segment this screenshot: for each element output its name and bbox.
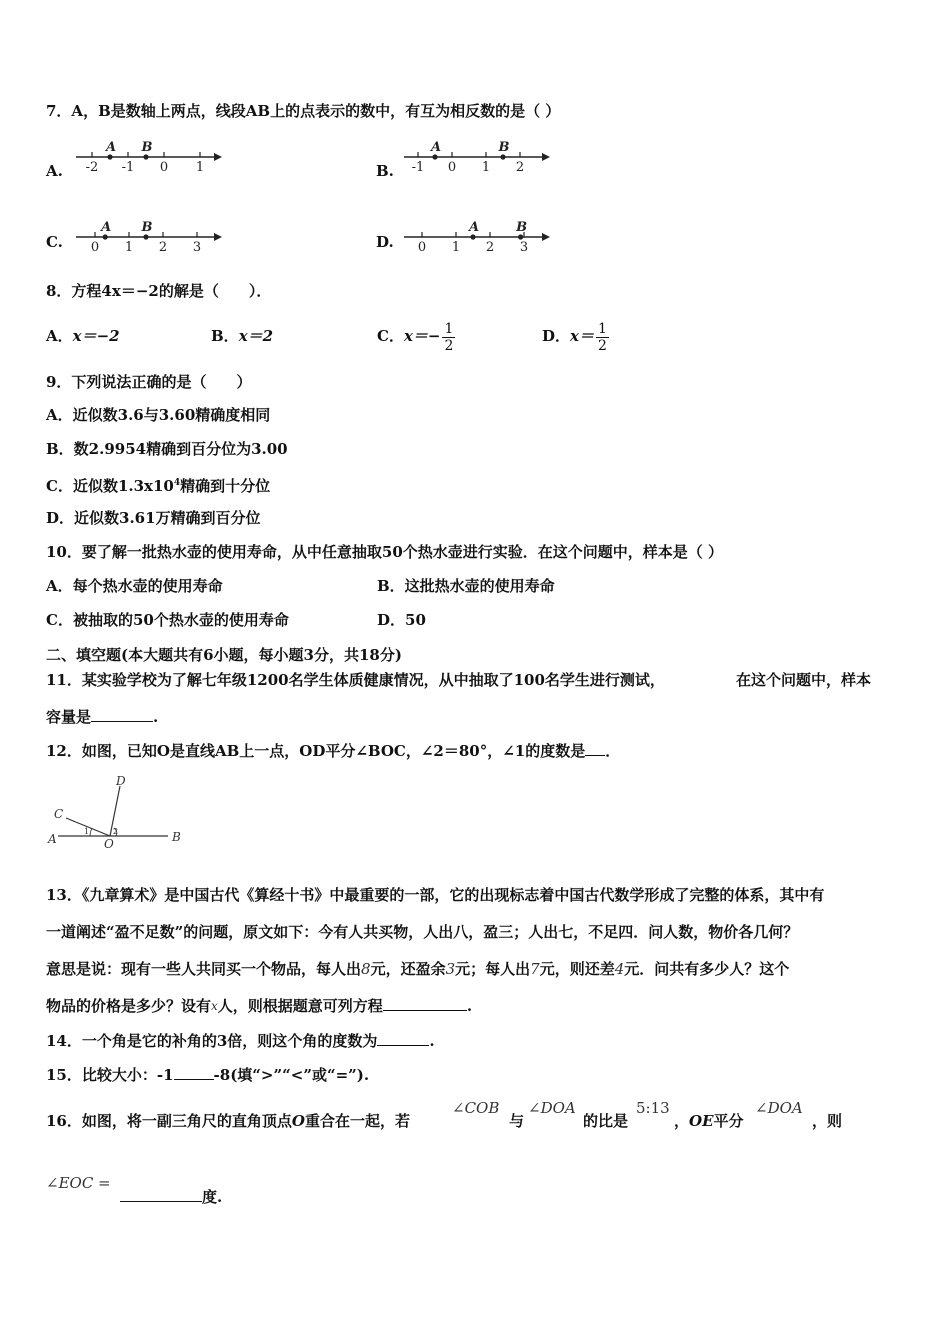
q13-line3-d: 元，则还差	[539, 960, 615, 978]
q16-yu: 与	[509, 1112, 525, 1130]
q8-b-value: x＝2	[238, 327, 274, 345]
q13-line3-c: 元；每人出	[455, 960, 531, 978]
q12-end: ．	[605, 742, 621, 760]
point-b-label: B	[516, 220, 528, 235]
q7-option-b-label: B.	[376, 162, 394, 180]
q16-oe: OE	[689, 1112, 714, 1130]
tick-label: 0	[90, 240, 100, 255]
q13-n3: 3	[445, 960, 456, 978]
q7-number-line-a	[70, 135, 230, 177]
q9-option-d: D．近似数3.61万精确到百分位	[46, 509, 261, 527]
q12-answer-blank	[585, 741, 605, 756]
q8-d-frac-den: 2	[597, 337, 607, 354]
q14	[46, 1031, 435, 1051]
q16-angle-eoc: ∠EOC =	[46, 1174, 111, 1192]
q16-angle-doa: ∠DOA	[528, 1099, 576, 1117]
q15-pre: 15．比较大小：-1	[46, 1066, 174, 1084]
q13-line1: 13．《九章算术》是中国古代《算经十书》中最重要的一部，它的出现标志着中国古代数学形成了完整的体系，其中有	[46, 886, 825, 904]
point-a-label: A	[101, 220, 112, 235]
q10-option-a: A．每个热水壶的使用寿命	[46, 577, 223, 595]
tick-label: 1	[451, 240, 461, 255]
q7-number-line-d	[398, 215, 558, 257]
q13-n4: 4	[614, 960, 625, 978]
q14-end: .	[429, 1032, 435, 1050]
q16-angle-cob: ∠COB	[452, 1099, 500, 1117]
q16-line1-start	[46, 1111, 410, 1131]
q9-stem: 9．下列说法正确的是（ ）	[46, 373, 252, 391]
q15	[46, 1065, 369, 1085]
axis-arrow	[214, 233, 222, 241]
q10-stem: 10．要了解一批热水壶的使用寿命，从中任意抽取50个热水壶进行实验．在这个问题中，样本是（ ）	[46, 543, 723, 561]
q8-option-a	[46, 326, 120, 346]
q16-ze: ，则	[812, 1112, 843, 1130]
q8-option-c	[377, 316, 455, 356]
q14-text: 14．一个角是它的补角的3倍，则这个角的度数为	[46, 1032, 378, 1050]
q12-label-o: O	[104, 837, 114, 851]
tick-label: 3	[519, 240, 529, 255]
q16-comma: ，	[674, 1112, 690, 1130]
point-a-dot	[107, 154, 112, 159]
q13-var-x: x	[211, 999, 218, 1013]
q10-option-b: B．这批热水壶的使用寿命	[377, 577, 555, 595]
q12-label-d: D	[116, 774, 126, 788]
tick-label: -2	[85, 160, 99, 175]
q12-angle1-label: 1	[84, 827, 90, 836]
q8-d-frac-num: 1	[597, 320, 607, 337]
q13-line4-a: 物品的价格是多少？设有	[46, 997, 212, 1015]
point-b-dot	[500, 154, 505, 159]
q9-option-a: A．近似数3.6与3.60精确度相同	[46, 406, 271, 424]
q12-label-a: A	[48, 832, 57, 846]
q13-line3	[46, 959, 789, 979]
tick-label: 2	[485, 240, 495, 255]
q8-a-value: x＝−2	[72, 327, 120, 345]
q12-label-b: B	[172, 830, 181, 844]
q16-answer	[120, 1187, 222, 1207]
q13-line3-a: 意思是说：现有一些人共同买一个物品，每人出	[46, 960, 362, 978]
q8-stem: 8．方程4x＝−2的解是（ ）．	[46, 282, 272, 300]
q11-line1: 11．某实验学校为了解七年级1200名学生体质健康情况，从中抽取了100名学生进行测试，	[46, 671, 665, 689]
q14-answer-blank	[377, 1031, 429, 1046]
q8-c-value: x＝−	[403, 327, 441, 345]
tick-label: 1	[481, 160, 491, 175]
q10-option-d: D．50	[377, 611, 426, 629]
q16-angle-doa-2: ∠DOA	[755, 1099, 803, 1117]
q12-label-c: C	[54, 807, 64, 821]
q13-line2: 一道阐述“盈不足数”的问题，原文如下：今有人共买物，人出八，盈三；人出七，不足四．问人数，物价各几何？	[46, 923, 799, 941]
q15-post: -8(填“>”“<”或“=”).	[213, 1066, 370, 1084]
q9-option-b: B．数2.9954精确到百分位为3.00	[46, 440, 288, 458]
tick-label: 1	[124, 240, 134, 255]
q12-angle1-arc	[90, 828, 92, 836]
axis-arrow	[542, 233, 550, 241]
q7-option-c-label: C.	[46, 233, 63, 251]
point-a-dot	[432, 154, 437, 159]
q16-answer-blank	[120, 1187, 202, 1202]
point-b-dot	[518, 234, 523, 239]
q8-c-fraction	[442, 321, 455, 354]
q16-pre: 16．如图，将一副三角尺的直角顶点	[46, 1112, 292, 1130]
point-b-dot	[143, 154, 148, 159]
q7-number-line-c	[70, 215, 230, 257]
axis-arrow	[542, 153, 550, 161]
q11-line2	[46, 707, 158, 727]
section2-heading: 二、填空题(本大题共有6小题，每小题3分，共18分)	[46, 646, 402, 664]
q12-angle2-label: 2	[113, 827, 119, 836]
point-a-label: A	[105, 140, 117, 155]
q16-mid1: 重合在一起，若	[304, 1112, 410, 1130]
q7-option-a-label: A.	[46, 162, 63, 180]
q9-option-c	[46, 473, 270, 496]
q13-n8: 8	[361, 960, 371, 978]
tick-label: 2	[158, 240, 168, 255]
q7-number-line-b	[398, 135, 558, 177]
tick-label: 1	[195, 160, 205, 175]
q13-line3-e: 元．问共有多少人？这个	[624, 960, 790, 978]
point-b-label: B	[498, 140, 510, 155]
tick-label: 3	[192, 240, 202, 255]
tick-label: 0	[159, 160, 169, 175]
point-b-dot	[143, 234, 148, 239]
point-b-label: B	[141, 220, 153, 235]
q8-a-label: A．	[46, 327, 73, 345]
q16-du: 度.	[202, 1188, 223, 1206]
q12-stem-text: 12．如图，已知O是直线AB上一点，OD平分∠BOC，∠2＝80°，∠1的度数是	[46, 742, 586, 760]
point-a-label: A	[430, 140, 442, 155]
tick-label: 0	[417, 240, 427, 255]
axis-arrow	[214, 153, 222, 161]
q9-c-sup: 4	[173, 478, 181, 488]
q8-option-d	[542, 316, 609, 356]
q16-ratio-label: 的比是	[583, 1112, 629, 1130]
q8-c-frac-den: 2	[444, 337, 454, 354]
q13-line3-b: 元，还盈余	[370, 960, 446, 978]
q9-c-pre: C．近似数1.3x10	[46, 477, 174, 495]
tick-label: -1	[411, 160, 425, 175]
q13-line4	[46, 996, 472, 1016]
q8-option-b	[211, 326, 273, 346]
q16-ratio: 5:13	[636, 1099, 670, 1117]
q7-stem: 7．A，B是数轴上两点，线段AB上的点表示的数中，有互为相反数的是（ ）	[46, 102, 561, 120]
q16-oe-group	[674, 1111, 744, 1131]
tick-label: 2	[515, 160, 525, 175]
point-a-dot	[470, 234, 475, 239]
tick-label: 0	[447, 160, 457, 175]
q13-n7: 7	[530, 960, 540, 978]
q11-end: .	[153, 708, 159, 726]
q13-line4-b: 人，则根据题意可列方程	[217, 997, 383, 1015]
tick-label: -1	[121, 160, 135, 175]
q10-option-c: C．被抽取的50个热水壶的使用寿命	[46, 611, 289, 629]
point-b-label: B	[141, 140, 153, 155]
q8-d-label: D．	[542, 327, 571, 345]
q12-figure	[46, 770, 186, 852]
q8-b-label: B．	[211, 327, 239, 345]
q8-c-frac-num: 1	[444, 320, 454, 337]
q11-line2-text: 容量是	[46, 708, 92, 726]
q16-o: O	[291, 1112, 305, 1130]
q13-answer-blank	[383, 996, 467, 1011]
q11-answer-blank	[91, 707, 153, 722]
q15-answer-blank	[174, 1065, 214, 1080]
q13-end: .	[466, 997, 473, 1015]
q12-stem	[46, 741, 620, 761]
q9-c-post: 精确到十分位	[180, 477, 271, 495]
point-a-dot	[103, 234, 108, 239]
q8-c-label: C．	[377, 327, 404, 345]
point-a-label: A	[468, 220, 480, 235]
q8-d-value: x＝	[570, 327, 594, 345]
q16-pingfen: 平分	[713, 1112, 744, 1130]
q7-option-d-label: D.	[376, 233, 394, 251]
q11-line1b: 在这个问题中，样本	[736, 671, 872, 689]
q8-d-fraction	[596, 321, 609, 354]
